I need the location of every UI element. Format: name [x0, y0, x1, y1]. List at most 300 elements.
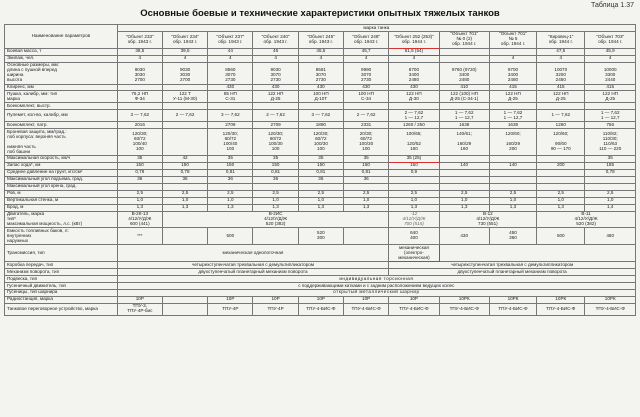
row-param: Вертикальная стенка, м — [5, 197, 118, 204]
table-cell: 10Р — [344, 296, 389, 303]
table-row — [5, 176, 636, 183]
column-header: "Объект 233" обр. 1943 г. — [117, 31, 162, 48]
table-cell: 10Р — [298, 296, 343, 303]
table-cell: 0,78 — [162, 169, 207, 176]
table-cell: 2,5 — [389, 190, 439, 197]
table-cell: 1,0 — [389, 197, 439, 204]
table-cell: открытый металлический шарнир — [117, 289, 635, 296]
table-cell: 9700 3400 2480 — [489, 62, 536, 84]
table-cell: 430 — [208, 84, 253, 91]
table-cell: 0,81 — [298, 169, 343, 176]
table-cell: 120/60; 90/60 90 — 170 — [537, 129, 585, 156]
row-param: Трансмиссия, тип — [5, 245, 118, 262]
table-cell: 42 — [162, 155, 207, 162]
table-cell — [162, 228, 207, 245]
table-cell: 120/30; 60/72 100/30 100 — [253, 129, 298, 156]
table-cell: ТПУ-3, ТПУ-4Р-бис — [117, 303, 162, 315]
table-cell: 430 — [439, 228, 489, 245]
table-cell: 500 — [537, 228, 585, 245]
table-cell — [117, 183, 162, 190]
table-cell: 8581 3070 2730 — [298, 62, 343, 84]
table-cell: ТПУ-4-БИС-Ф — [537, 303, 585, 315]
table-cell: 2709 — [253, 122, 298, 129]
table-cell: 150 — [253, 162, 298, 169]
table-cell: 1638 — [489, 122, 536, 129]
table-cell — [162, 303, 207, 315]
table-cell: 9030 3070 2730 — [253, 62, 298, 84]
row-param: Экипаж, чел. — [5, 55, 118, 62]
table-cell: 140/61; 160/29 160 — [439, 129, 489, 156]
transmission-row — [5, 245, 636, 262]
table-cell: 4 — [585, 55, 636, 62]
row-param: Ров, м — [5, 190, 118, 197]
table-cell: 4 — [298, 55, 343, 62]
fuel-row — [5, 228, 636, 245]
table-cell — [298, 103, 343, 110]
table-cell: 100 НП Д-10Т — [298, 91, 343, 103]
table-cell — [537, 183, 585, 190]
table-cell: индивидуальная торсионная — [117, 276, 635, 283]
table-row — [5, 84, 636, 91]
table-cell: двухступенчатый планетарный механизм поворота — [117, 269, 389, 276]
table-cell: 122 НП Д-25 — [585, 91, 636, 103]
table-cell: 1 — 7,62 1 — 12,7 — [585, 110, 636, 122]
column-header: "Объект 252 (253)" обр. 1944 г. — [389, 31, 439, 48]
table-cell — [344, 103, 389, 110]
row-param: Максимальный угол крена, град. — [5, 183, 118, 190]
spec-table — [4, 24, 636, 316]
column-header: "Объект 701" № 5 обр. 1944 г. — [489, 31, 536, 48]
table-cell: 51,5 (54) — [389, 48, 439, 55]
table-cell: 110/82; 110/30; 110/63 110 — 220 — [585, 129, 636, 156]
column-header: "Объект 237" обр. 1943 г. — [208, 31, 253, 48]
table-cell: 120/30; 60/72 100/40 100 — [117, 129, 162, 156]
row-param: Радиостанция, марка — [5, 296, 118, 303]
table-cell: 4 — [162, 55, 207, 62]
column-header: "Объект 703" обр. 1944 г. — [585, 31, 636, 48]
table-cell: 2,5 — [162, 190, 207, 197]
table-cell — [489, 48, 536, 55]
table-cell: ТПУ-4-БИС-Ф — [298, 303, 343, 315]
table-cell: 35 — [253, 155, 298, 162]
table-row — [5, 183, 636, 190]
table-cell: 150 — [298, 162, 343, 169]
row-param: Гусеницы, тип шарнира — [5, 289, 118, 296]
table-cell: 35 — [298, 155, 343, 162]
table-cell: 0,81 — [344, 169, 389, 176]
table-cell — [537, 155, 585, 162]
table-cell: четырехступенчатая трехвальная с демультипликатором — [389, 262, 636, 269]
radio-row — [5, 296, 636, 303]
table-cell: 36 — [298, 176, 343, 183]
table-cell: 10РК — [489, 296, 536, 303]
table-cell: 1,0 — [253, 197, 298, 204]
table-cell: 3 — 7,62 — [208, 110, 253, 122]
table-cell — [162, 296, 207, 303]
column-header: "Объект 701" № 0 (2) обр. 1944 г. — [439, 31, 489, 48]
table-cell: 0,81 — [208, 169, 253, 176]
table-cell: 122 НП Д-30 — [389, 91, 439, 103]
table-cell-highlighted: механическая (электро- механическая) — [389, 245, 439, 262]
table-cell — [117, 84, 162, 91]
table-cell: 150 — [162, 162, 207, 169]
row-param: Пушка, калибр, мм: тип марка — [5, 91, 118, 103]
table-cell — [489, 176, 536, 183]
row-param: Максимальная скорость, км/ч — [5, 155, 118, 162]
table-cell: 150 — [344, 162, 389, 169]
table-cell: 85 НП С-31 — [208, 91, 253, 103]
engine-row — [5, 211, 636, 228]
table-cell — [162, 129, 207, 156]
table-cell — [439, 55, 489, 62]
table-cell: 10РК — [537, 296, 585, 303]
table-cell — [439, 103, 489, 110]
table-cell: 122 Т У-11 (М-30) — [162, 91, 207, 103]
table-cell: 1,0 — [208, 197, 253, 204]
table-cell: В-11 4/12/У/Д/Ж 520 (382) — [537, 211, 636, 228]
table-cell — [439, 155, 489, 162]
table-cell: 520 300 — [298, 228, 343, 245]
column-header: "Объект 248" обр. 1943 г. — [344, 31, 389, 48]
table-cell — [389, 103, 439, 110]
table-cell: 1,0 — [117, 197, 162, 204]
table-cell — [489, 169, 536, 176]
row-param: Двигатель, марка тип* максимальная мощность, л.с. (кВт) — [5, 211, 118, 228]
table-cell: 1,3 — [162, 204, 207, 211]
table-cell — [537, 169, 585, 176]
table-cell: 45,5 — [298, 48, 343, 55]
table-cell: ТПУ-4-БИС-Ф — [439, 303, 489, 315]
table-cell: 1,3 — [389, 204, 439, 211]
row-param: Пулемет, кол-во, калибр, мм — [5, 110, 118, 122]
table-row — [5, 129, 636, 156]
table-cell — [344, 228, 389, 245]
table-cell: 415 — [585, 84, 636, 91]
table-cell: 1,3 — [439, 204, 489, 211]
table-cell: 2,5 — [489, 190, 536, 197]
table-cell: ТПУ-4Р — [208, 303, 253, 315]
table-cell: 35 — [344, 155, 389, 162]
table-cell: 4 — [344, 55, 389, 62]
table-cell: 39,5 — [162, 48, 207, 55]
table-cell: 756 — [585, 122, 636, 129]
table-cell: 122 НП Д-25 — [537, 91, 585, 103]
table-cell: 1,3 — [537, 204, 585, 211]
table-cell: 150 — [208, 162, 253, 169]
table-cell: 450 360 — [489, 228, 536, 245]
table-cell — [162, 103, 207, 110]
table-cell — [489, 155, 536, 162]
table-cell: 38,5 — [117, 48, 162, 55]
table-cell: 1,3 — [253, 204, 298, 211]
table-cell: 4 — [537, 55, 585, 62]
row-param: Клиренс, мм — [5, 84, 118, 91]
table-cell: 122 НП Д-25 — [253, 91, 298, 103]
table-cell — [253, 228, 298, 245]
table-cell: 150 — [117, 162, 162, 169]
table-cell: 4 — [489, 55, 536, 62]
page-title: Основные боевые и технические характеристики опытных тяжелых танков — [140, 8, 500, 19]
table-cell: 410 — [439, 84, 489, 91]
table-row — [5, 55, 636, 62]
table-cell: 430 — [389, 84, 439, 91]
table-row — [5, 190, 636, 197]
table-cell: 36 — [162, 176, 207, 183]
table-cell: 1,3 — [489, 204, 536, 211]
table-cell: *** — [117, 228, 162, 245]
table-cell — [489, 183, 536, 190]
table-row — [5, 48, 636, 55]
row-param: Запас хода*, км — [5, 162, 118, 169]
table-cell: 35 (25) — [389, 155, 439, 162]
table-cell — [537, 176, 585, 183]
table-cell — [585, 183, 636, 190]
table-cell: 500 — [208, 228, 253, 245]
table-cell: 36 — [344, 176, 389, 183]
table-cell: 9030 3030 2700 — [162, 62, 207, 84]
intercom-row — [5, 303, 636, 315]
table-row — [5, 162, 636, 169]
table-cell: 10Р — [117, 296, 162, 303]
table-row — [5, 197, 636, 204]
table-cell — [439, 48, 489, 55]
row-param: Боевая масса, т — [5, 48, 118, 55]
table-cell: ТПУ-4Р — [253, 303, 298, 315]
table-cell: 45,9 — [585, 48, 636, 55]
table-cell: 185 — [585, 162, 636, 169]
table-cell: 430 — [298, 84, 343, 91]
table-cell — [344, 183, 389, 190]
table-cell — [253, 183, 298, 190]
table-cell: 9030 3030 2700 — [117, 62, 162, 84]
table-cell: механическая однопоточная — [117, 245, 389, 262]
row-param: Среднее давление на грунт, кгс/см² — [5, 169, 118, 176]
table-cell: двухступенчатый планетарный механизм поворота — [389, 269, 636, 276]
table-cell: 46 — [253, 48, 298, 55]
table-cell: В-12 4/12/У/Д/Ж 730 (551) — [439, 211, 537, 228]
table-cell: 122 НП Д-25 — [489, 91, 536, 103]
table-cell: 1260 / 250 — [389, 122, 439, 129]
table-cell: 4 — [253, 55, 298, 62]
table-cell: 8700 3400 2480 — [389, 62, 439, 84]
table-cell: В-2ИС 4/12/У/Д/Ж 520 (382) — [162, 211, 388, 228]
table-cell — [298, 183, 343, 190]
table-cell: 36 — [208, 176, 253, 183]
table-cell: 120/30; 60/72 100/30 100 — [298, 129, 343, 156]
row-param: Максимальный угол подъема, град. — [5, 176, 118, 183]
table-cell: 0,78 — [117, 169, 162, 176]
table-cell: 150 — [389, 162, 439, 169]
table-cell — [117, 103, 162, 110]
table-cell: 415 — [537, 84, 585, 91]
table-cell: 2,5 — [253, 190, 298, 197]
table-cell: 35 — [585, 155, 636, 162]
table-cell: 36 — [253, 176, 298, 183]
row-param: Механизм поворота, тип — [5, 269, 118, 276]
table-cell: 4 — [208, 55, 253, 62]
table-cell: 35 — [208, 155, 253, 162]
table-cell: 1,0 — [298, 197, 343, 204]
table-cell: 430 — [253, 84, 298, 91]
row-param: Брод, м — [5, 204, 118, 211]
suspension-row — [5, 276, 636, 283]
table-cell: ТПУ-4-БИС-Ф — [344, 303, 389, 315]
header-group-row — [5, 25, 636, 32]
table-cell: ТПУ-4-БИС-Ф — [585, 303, 636, 315]
row-param: Боекомплект, выстр. — [5, 103, 118, 110]
table-cell: 2 — 7,62 1 — 12,7 — [389, 110, 439, 122]
table-cell: 2 — 7,62 — [162, 110, 207, 122]
table-cell: с поддерживающими катками и с задним расположением ведущих колес — [117, 283, 635, 290]
table-cell — [208, 183, 253, 190]
table-cell: 2,5 — [208, 190, 253, 197]
table-row — [5, 204, 636, 211]
row-param: Емкость топливных баков, л: внутренних наружных — [5, 228, 118, 245]
table-cell: -12 4/12/У/Д/Ж 700 (515) — [389, 211, 439, 228]
table-cell: ТПУ-4-БИС-Ф — [389, 303, 439, 315]
table-cell: 8560 3070 2730 — [208, 62, 253, 84]
row-param: Гусеничный движитель, тип — [5, 283, 118, 290]
table-cell: 10Р — [389, 296, 439, 303]
table-cell: 2,5 — [439, 190, 489, 197]
table-cell: 1,0 — [162, 197, 207, 204]
column-header: "Кировец-1" обр. 1944 г. — [537, 31, 585, 48]
table-cell: 35 — [117, 155, 162, 162]
table-cell: 140 — [439, 162, 489, 169]
table-number: Таблица 1.37 — [590, 2, 634, 9]
table-cell: 0,81 — [253, 169, 298, 176]
table-cell: 1 — 7,62 — [537, 110, 585, 122]
table-cell: 480 — [585, 228, 636, 245]
table-cell: 2,5 — [585, 190, 636, 197]
table-cell: 1,0 — [344, 197, 389, 204]
turning-row — [5, 269, 636, 276]
table-cell: 3 — 7,62 — [298, 110, 343, 122]
table-cell: 76,2 НП Ф-34 — [117, 91, 162, 103]
table-cell: 10Р — [208, 296, 253, 303]
table-cell: 1,3 — [298, 204, 343, 211]
table-cell: 1,0 — [537, 197, 585, 204]
table-cell: 1,3 — [344, 204, 389, 211]
table-cell: 122 (100) НП Д-25 (С-34-1) — [439, 91, 489, 103]
table-row — [5, 91, 636, 103]
table-cell: 9990 3070 2730 — [344, 62, 389, 84]
table-row — [5, 103, 636, 110]
table-cell: 140 — [489, 162, 536, 169]
table-cell: 100/65; 120/52 160 — [389, 129, 439, 156]
row-param: Боекомплект, патр. — [5, 122, 118, 129]
table-cell: 1,0 — [439, 197, 489, 204]
table-cell: 2 — 7,62 — [344, 110, 389, 122]
table-cell — [439, 169, 489, 176]
table-cell — [439, 176, 489, 183]
table-cell: 2331 — [344, 122, 389, 129]
header-param: Наименование параметров — [5, 25, 118, 49]
table-cell: 120/30; 60/72 100/40 100 — [208, 129, 253, 156]
table-cell: 120/60; 160/29 200 — [489, 129, 536, 156]
table-cell — [537, 103, 585, 110]
table-cell: 2,5 — [298, 190, 343, 197]
table-cell: 2709 — [208, 122, 253, 129]
table-cell: 10РК — [439, 296, 489, 303]
table-cell: 415 — [489, 84, 536, 91]
table-cell — [162, 183, 207, 190]
table-cell: В-2К-13 4/12/У/Д/Ж 600 (441) — [117, 211, 162, 228]
table-row — [5, 122, 636, 129]
table-cell: 640 400 — [389, 228, 439, 245]
table-cell: 4 — [389, 55, 439, 62]
table-cell — [208, 103, 253, 110]
table-cell — [439, 245, 635, 262]
table-cell — [439, 183, 489, 190]
data-rows — [5, 48, 636, 211]
table-cell: 3 — 7,62 — [117, 110, 162, 122]
table-cell: 1890 — [298, 122, 343, 129]
table-cell: 1,3 — [117, 204, 162, 211]
table-cell: 2,5 — [117, 190, 162, 197]
row-param: Коробка передач, тип — [5, 262, 118, 269]
table-cell: 45,7 — [344, 48, 389, 55]
table-cell: 4 — [117, 55, 162, 62]
table-cell — [162, 84, 207, 91]
table-cell — [389, 183, 439, 190]
table-cell: 1 — 7,62 1 — 12,7 — [439, 110, 489, 122]
table-row — [5, 155, 636, 162]
table-cell: 200 — [537, 162, 585, 169]
table-cell: 1,4 — [585, 204, 636, 211]
table-cell — [162, 122, 207, 129]
table-cell — [585, 103, 636, 110]
table-cell: 0,78 — [585, 169, 636, 176]
table-cell — [585, 176, 636, 183]
table-cell: 1638 — [439, 122, 489, 129]
table-cell — [389, 176, 439, 183]
table-cell: 36 — [117, 176, 162, 183]
table-cell: 1,3 — [208, 204, 253, 211]
drive-row — [5, 283, 636, 290]
row-param: Основные размеры, мм: длина с пушкой вперед ширина высота — [5, 62, 118, 84]
table-cell: 9760 (9720) 3400 2480 — [439, 62, 489, 84]
table-cell: 2 — 7,62 — [253, 110, 298, 122]
table-cell: 2,5 — [537, 190, 585, 197]
table-cell: 2016 — [117, 122, 162, 129]
table-row — [5, 110, 636, 122]
header-group: марка танка — [117, 25, 635, 32]
table-cell: 47,5 — [537, 48, 585, 55]
table-cell — [489, 103, 536, 110]
table-cell: 44 — [208, 48, 253, 55]
table-cell: ТПУ-4-БИС-Ф — [489, 303, 536, 315]
table-cell: 2,5 — [344, 190, 389, 197]
table-cell: четырехступенчатая трехвальная с демультипликатором — [117, 262, 389, 269]
track-row — [5, 289, 636, 296]
table-row — [5, 169, 636, 176]
row-param: Броневая защита, мм/град.: лоб корпуса: верхняя часть нижняя часть лоб башни — [5, 129, 118, 156]
table-cell: 1260 — [537, 122, 585, 129]
gearbox-row — [5, 262, 636, 269]
column-header: "Объект 245" обр. 1943 г. — [298, 31, 343, 48]
table-cell: 1,0 — [585, 197, 636, 204]
table-cell: 0,9 — [389, 169, 439, 176]
table-cell: 10000 3300 2440 — [585, 62, 636, 84]
table-row — [5, 62, 636, 84]
table-cell: 10070 3200 2450 — [537, 62, 585, 84]
table-cell: 10РК — [585, 296, 636, 303]
table-cell — [253, 103, 298, 110]
table-cell: 20/30; 60/72 100/30 100 — [344, 129, 389, 156]
column-header: "Объект 234" обр. 1943 г. — [162, 31, 207, 48]
table-cell: 1,0 — [489, 197, 536, 204]
